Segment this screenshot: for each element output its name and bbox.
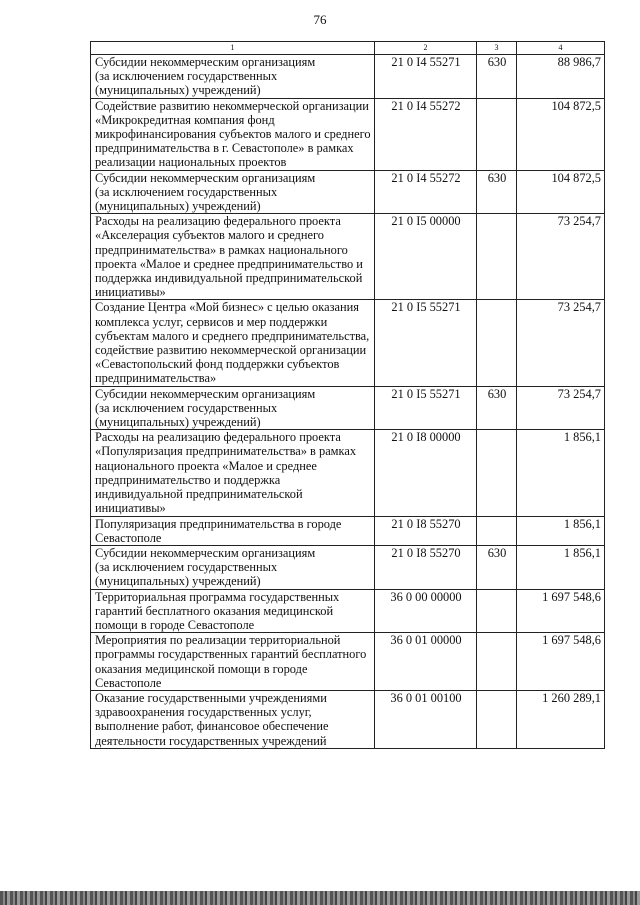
- row-code-cell: 36 0 00 00000: [375, 589, 477, 633]
- row-name-cell: Создание Центра «Мой бизнес» с целью оказания комплекса услуг, сервисов и мер поддержки субъектам малого и среднего предпринимательства, содействие развитию некоммерческой организации «Севастопольский фонд поддержки субъектов предпринимательства»: [91, 300, 375, 386]
- row-code-cell: 21 0 I8 55270: [375, 516, 477, 545]
- scan-edge-strip: [0, 891, 640, 905]
- row-code-cell: 36 0 01 00100: [375, 690, 477, 748]
- table-row: [91, 55, 605, 99]
- row-type-cell: 630: [477, 55, 517, 99]
- row-sum-cell: 1 697 548,6: [517, 589, 605, 633]
- column-header: 2: [375, 42, 477, 55]
- row-name-cell: Расходы на реализацию федерального проекта «Популяризация предпринимательства» в рамках национального проекта «Малое и среднее предпринимательство и поддержка индивидуальной предпринимательской инициативы»: [91, 430, 375, 516]
- column-header: 1: [91, 42, 375, 55]
- row-name-cell: Субсидии некоммерческим организациям (за исключением государственных (муниципальных) учреждений): [91, 386, 375, 430]
- row-name-cell: Территориальная программа государственных гарантий бесплатного оказания медицинской помощи в городе Севастополе: [91, 589, 375, 633]
- row-sum-cell: 73 254,7: [517, 214, 605, 300]
- row-type-cell: 630: [477, 386, 517, 430]
- table-row: [91, 214, 605, 300]
- row-sum-cell: 1 856,1: [517, 545, 605, 589]
- table-row: [91, 430, 605, 516]
- row-sum-cell: 1 856,1: [517, 430, 605, 516]
- row-name-cell: Содействие развитию некоммерческой организации «Микрокредитная компания фонд микрофинансирования субъектов малого и среднего предпринимательства в г. Севастополе» в рамках реализации национальных проектов: [91, 98, 375, 170]
- table-row: [91, 386, 605, 430]
- table-row: [91, 300, 605, 386]
- row-type-cell: [477, 633, 517, 691]
- row-type-cell: [477, 516, 517, 545]
- row-code-cell: 21 0 I8 55270: [375, 545, 477, 589]
- row-type-cell: [477, 589, 517, 633]
- row-name-cell: Оказание государственными учреждениями здравоохранения государственных услуг, выполнение работ, финансовое обеспечение деятельности государственных учреждений: [91, 690, 375, 748]
- row-sum-cell: 104 872,5: [517, 170, 605, 214]
- row-type-cell: [477, 690, 517, 748]
- row-code-cell: 36 0 01 00000: [375, 633, 477, 691]
- table-row: [91, 545, 605, 589]
- row-sum-cell: 104 872,5: [517, 98, 605, 170]
- row-sum-cell: 1 260 289,1: [517, 690, 605, 748]
- table-row: [91, 589, 605, 633]
- row-code-cell: 21 0 I4 55271: [375, 55, 477, 99]
- table-header-row: [91, 42, 605, 55]
- row-code-cell: 21 0 I8 00000: [375, 430, 477, 516]
- row-code-cell: 21 0 I4 55272: [375, 98, 477, 170]
- row-type-cell: [477, 430, 517, 516]
- row-code-cell: 21 0 I5 00000: [375, 214, 477, 300]
- table-row: [91, 98, 605, 170]
- row-sum-cell: 73 254,7: [517, 386, 605, 430]
- row-name-cell: Популяризация предпринимательства в городе Севастополе: [91, 516, 375, 545]
- row-code-cell: 21 0 I5 55271: [375, 300, 477, 386]
- column-header: 3: [477, 42, 517, 55]
- row-name-cell: Мероприятия по реализации территориальной программы государственных гарантий бесплатного оказания медицинской помощи в городе Севастополе: [91, 633, 375, 691]
- row-sum-cell: 1 697 548,6: [517, 633, 605, 691]
- row-type-cell: 630: [477, 545, 517, 589]
- row-type-cell: 630: [477, 170, 517, 214]
- row-type-cell: [477, 300, 517, 386]
- row-name-cell: Субсидии некоммерческим организациям (за исключением государственных (муниципальных) учреждений): [91, 545, 375, 589]
- row-type-cell: [477, 98, 517, 170]
- row-name-cell: Субсидии некоммерческим организациям (за исключением государственных (муниципальных) учреждений): [91, 55, 375, 99]
- row-code-cell: 21 0 I4 55272: [375, 170, 477, 214]
- column-header: 4: [517, 42, 605, 55]
- table-row: [91, 516, 605, 545]
- row-type-cell: [477, 214, 517, 300]
- row-sum-cell: 88 986,7: [517, 55, 605, 99]
- row-sum-cell: 1 856,1: [517, 516, 605, 545]
- row-sum-cell: 73 254,7: [517, 300, 605, 386]
- budget-table: [90, 41, 605, 749]
- table-row: [91, 633, 605, 691]
- table-row: [91, 690, 605, 748]
- row-name-cell: Расходы на реализацию федерального проекта «Акселерация субъектов малого и среднего предпринимательства» в рамках национального проекта «Малое и среднее предпринимательство и поддержка индивидуальной предпринимательской инициативы»: [91, 214, 375, 300]
- table-row: [91, 170, 605, 214]
- row-name-cell: Субсидии некоммерческим организациям (за исключением государственных (муниципальных) учреждений): [91, 170, 375, 214]
- row-code-cell: 21 0 I5 55271: [375, 386, 477, 430]
- page-number: 76: [313, 12, 327, 27]
